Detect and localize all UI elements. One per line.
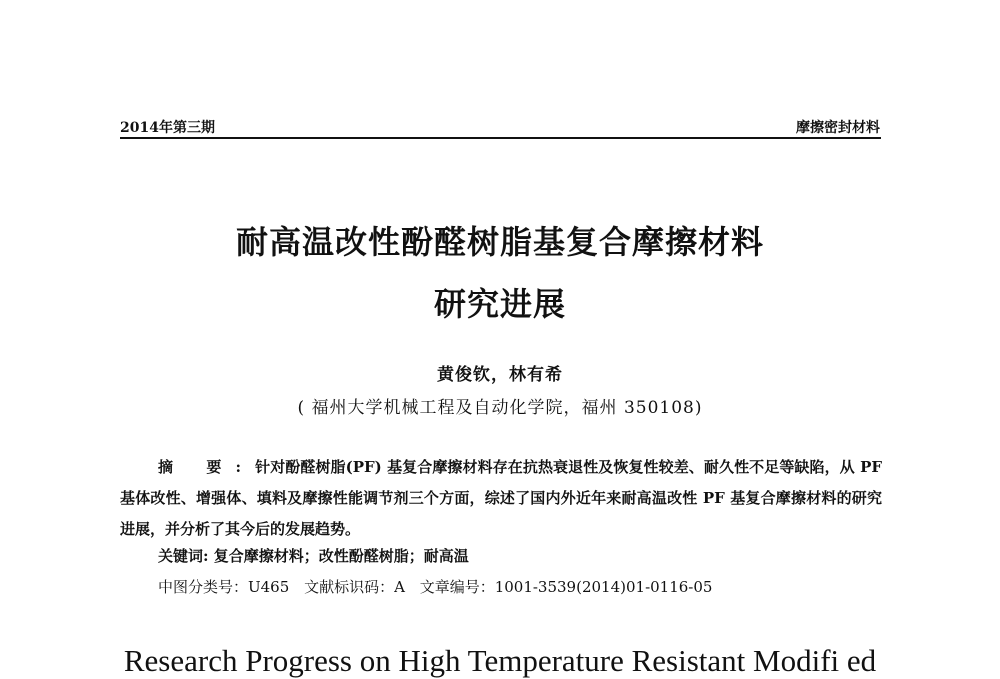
keywords-text: 复合摩擦材料；改性酚醛树脂；耐高温 bbox=[213, 547, 469, 565]
classification-info bbox=[158, 576, 722, 597]
article-number: 文章编号：1001-3539(2014)01-0116-05 bbox=[419, 578, 713, 596]
header-divider bbox=[120, 137, 881, 139]
english-title: Research Progress on High Temperature Resistant Modifi ed bbox=[123, 643, 877, 678]
abstract bbox=[120, 452, 882, 545]
clc-number: 中图分类号：U465 bbox=[158, 578, 290, 596]
journal-issue: 2014年第三期 bbox=[120, 120, 215, 136]
author-list: 黄俊钦，林有希 bbox=[437, 365, 563, 385]
author-affiliation: ( 福州大学机械工程及自动化学院，福州 350108) bbox=[297, 398, 703, 418]
keywords bbox=[158, 545, 469, 566]
document-code: 文献标识码：A bbox=[304, 578, 405, 596]
keywords-label: 关键词: bbox=[158, 547, 209, 565]
article-title-line-2: 研究进展 bbox=[433, 285, 566, 323]
journal-section: 摩擦密封材料 bbox=[796, 120, 880, 136]
abstract-label: 摘 要: bbox=[158, 458, 256, 476]
abstract-text: 针对酚醛树脂(PF) 基复合摩擦材料存在抗热衰退性及恢复性较差、耐久性不足等缺陷，从 PF 基体改性、增强体、填料及摩擦性能调节剂三个方面，综述了国内外近年来耐高温改性 PF 基复合摩擦材料的研究进展，并分析了其今后的发展趋势。 bbox=[120, 458, 883, 538]
article-title-line-1: 耐高温改性酚醛树脂基复合摩擦材料 bbox=[235, 223, 764, 261]
